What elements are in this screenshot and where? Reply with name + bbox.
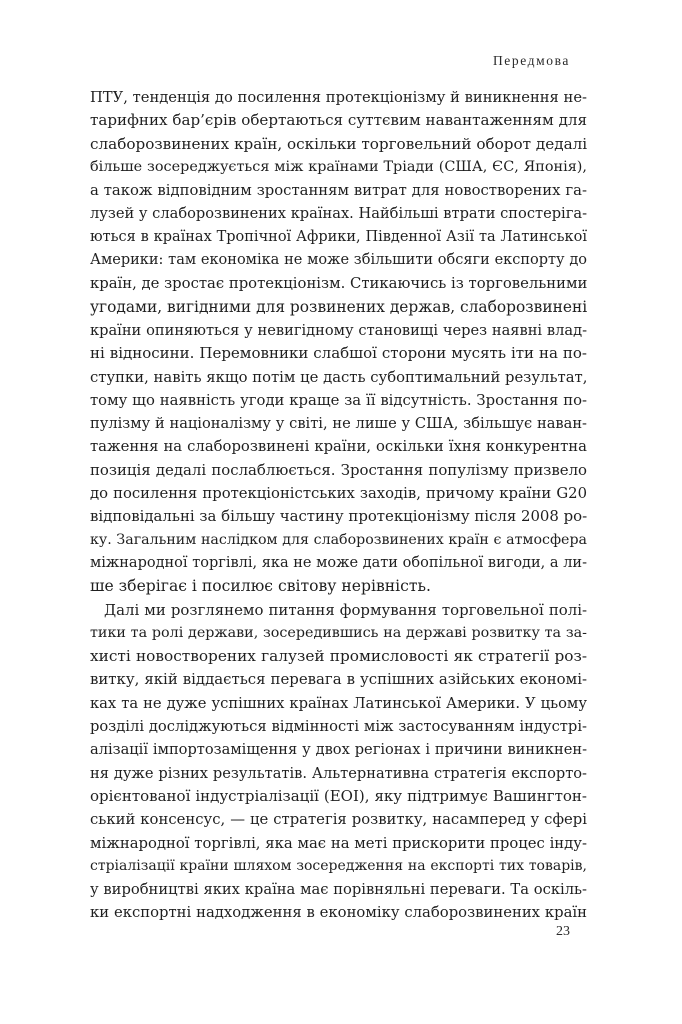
- text-line: країн, де зростає протекціонізм. Стикаючись із торговельними: [90, 275, 587, 293]
- text-line: орієнтованої індустріалізації (EOI), яку підтримує Вашингтон-: [90, 786, 587, 805]
- text-line: до посилення протекціоністських заходів, причому країни G20: [90, 485, 587, 503]
- text-line: розділі досліджуються відмінності між застосуванням індустрі-: [90, 718, 587, 736]
- text-line: слаборозвинених країн, оскільки торговельний оборот дедалі: [90, 134, 587, 153]
- text-line: ки експортні надходження в економіку слаборозвинених країн: [90, 904, 587, 922]
- text-line: а також відповідним зростанням витрат для новостворених га-: [90, 182, 587, 200]
- text-line: хисті новостворених галузей промисловості як стратегії роз-: [90, 647, 587, 666]
- paragraph: [90, 599, 587, 925]
- text-line: тому що наявність угоди краще за її відсутність. Зростання по-: [90, 391, 587, 409]
- text-line: позиція дедалі послаблюється. Зростання популізму призвело: [90, 460, 587, 479]
- body-text: [90, 86, 587, 925]
- text-line: ступки, навіть якщо потім це дасть субоптимальний результат,: [90, 368, 587, 386]
- text-line: міжнародної торгівлі, яка має на меті прискорити процес інду-: [90, 834, 587, 852]
- text-line: тарифних бар’єрів обертаються суттєвим навантаженням для: [90, 111, 587, 130]
- text-line: країни опиняються у невигідному становищі через наявні влад-: [90, 321, 587, 339]
- text-line: стріалізації країни шляхом зосередження на експорті тих товарів,: [90, 857, 587, 874]
- text-line: ні відносини. Перемовники слабшої сторони мусять іти на по-: [90, 344, 587, 363]
- text-line: ський консенсус, — це стратегія розвитку, насамперед у сфері: [90, 811, 587, 829]
- running-title: Передмова: [492, 53, 570, 68]
- page-number: 23: [556, 924, 570, 939]
- text-line: таження на слаборозвинені країни, оскільки їхня конкурентна: [90, 438, 587, 456]
- text-line: міжнародної торгівлі, яка не може дати обопільної вигоди, а ли-: [90, 554, 587, 571]
- text-line: Далі ми розглянемо питання формування торговельної полі-: [104, 600, 587, 619]
- text-line: тики та ролі держави, зосередившись на державі розвитку та за-: [90, 624, 587, 641]
- paragraph: [90, 86, 587, 599]
- text-line: відповідальні за більшу частину протекціонізму після 2008 ро-: [90, 507, 587, 526]
- text-line: пулізму й націоналізму у світі, не лише у США, збільшує наван-: [90, 415, 587, 433]
- text-line: більше зосереджується між країнами Тріади (США, ЄС, Японія),: [90, 158, 587, 175]
- text-line: лузей у слаборозвинених країнах. Найбільші втрати спостеріга-: [90, 205, 587, 223]
- text-line: ше зберігає і посилює світову нерівність.: [90, 577, 431, 596]
- text-line: угодами, вигідними для розвинених держав, слаборозвинені: [90, 297, 587, 316]
- text-line: ються в країнах Тропічної Африки, Південної Азії та Латинської: [90, 228, 587, 245]
- text-line: витку, якій віддається перевага в успішних азійських економі-: [90, 670, 587, 689]
- text-line: ПТУ, тенденція до посилення протекціонізму й виникнення не-: [90, 89, 587, 106]
- text-line: алізації імпортозаміщення у двох регіонах і причини виникнен-: [90, 741, 587, 759]
- text-line: ку. Загальним наслідком для слаборозвинених країн є атмосфера: [90, 531, 587, 548]
- text-line: ках та не дуже успішних країнах Латинської Америки. У цьому: [90, 694, 587, 712]
- text-line: ня дуже різних результатів. Альтернативна стратегія експорто-: [90, 764, 587, 782]
- text-line: у виробництві яких країна має порівняльні переваги. Та оскіль-: [90, 881, 587, 899]
- text-line: Америки: там економіка не може збільшити обсяги експорту до: [90, 252, 587, 269]
